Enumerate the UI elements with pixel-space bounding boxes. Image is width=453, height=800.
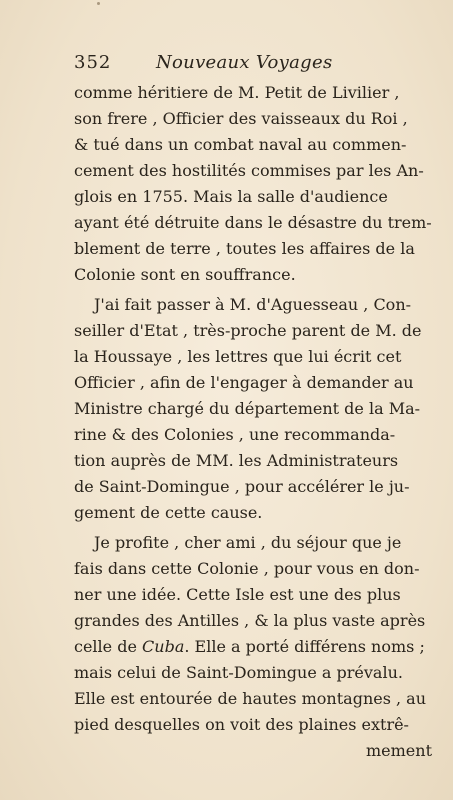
text-line-19: fais dans cette Colonie , pour vous en don- (74, 559, 420, 578)
text-line-9: J'ai fait passer à M. d'Aguesseau , Con- (94, 295, 412, 314)
text-line-1: comme héritiere de M. Petit de Livilier , (74, 83, 400, 102)
catchword: mement (365, 741, 432, 760)
text-line-22-end: . Elle a porté différens noms ; (184, 637, 425, 656)
text-line-24: Elle est entourée de hautes montagnes , au (74, 689, 427, 708)
page-number: 352 (74, 52, 112, 73)
text-line-5: glois en 1755. Mais la salle d'audience (74, 187, 388, 206)
text-line-22 (74, 634, 434, 660)
text-line-12: Officier , afin de l'engager à demander au (74, 373, 414, 392)
running-title: Nouveaux Voyages (156, 52, 333, 73)
text-line-17: gement de cette cause. (74, 503, 263, 522)
text-line-21: grandes des Antilles , & la plus vaste après (74, 611, 426, 630)
page-content (74, 52, 434, 764)
body-text (74, 80, 434, 764)
text-line-15: tion auprès de MM. les Administrateurs (74, 451, 399, 470)
text-line-3: & tué dans un combat naval au commen- (74, 135, 407, 154)
text-line-8: Colonie sont en souffrance. (74, 265, 296, 284)
text-line-14: rine & des Colonies , une recommanda- (74, 425, 396, 444)
text-line-20: ner une idée. Cette Isle est une des plus (74, 585, 401, 604)
text-line-10: seiller d'Etat , très-proche parent de M. de (74, 321, 422, 340)
ink-speck (97, 2, 100, 5)
text-line-11: la Houssaye , les lettres que lui écrit cet (74, 347, 402, 366)
italic-place-name: Cuba (142, 637, 185, 656)
text-line-13: Ministre chargé du département de la Ma- (74, 399, 421, 418)
text-line-18: Je profite , cher ami , du séjour que je (94, 533, 402, 552)
text-line-23: mais celui de Saint-Domingue a prévalu. (74, 663, 403, 682)
text-line-22-start: celle de (74, 637, 137, 656)
text-line-2: son frere , Officier des vaisseaux du Roi , (74, 109, 408, 128)
text-line-4: cement des hostilités commises par les An- (74, 161, 424, 180)
text-line-7: blement de terre , toutes les affaires de la (74, 239, 415, 258)
text-line-6: ayant été détruite dans le désastre du trem- (74, 213, 432, 232)
text-line-16: de Saint-Domingue , pour accélérer le ju- (74, 477, 410, 496)
running-head (74, 52, 434, 78)
text-line-25: pied desquelles on voit des plaines extrê- (74, 715, 409, 734)
